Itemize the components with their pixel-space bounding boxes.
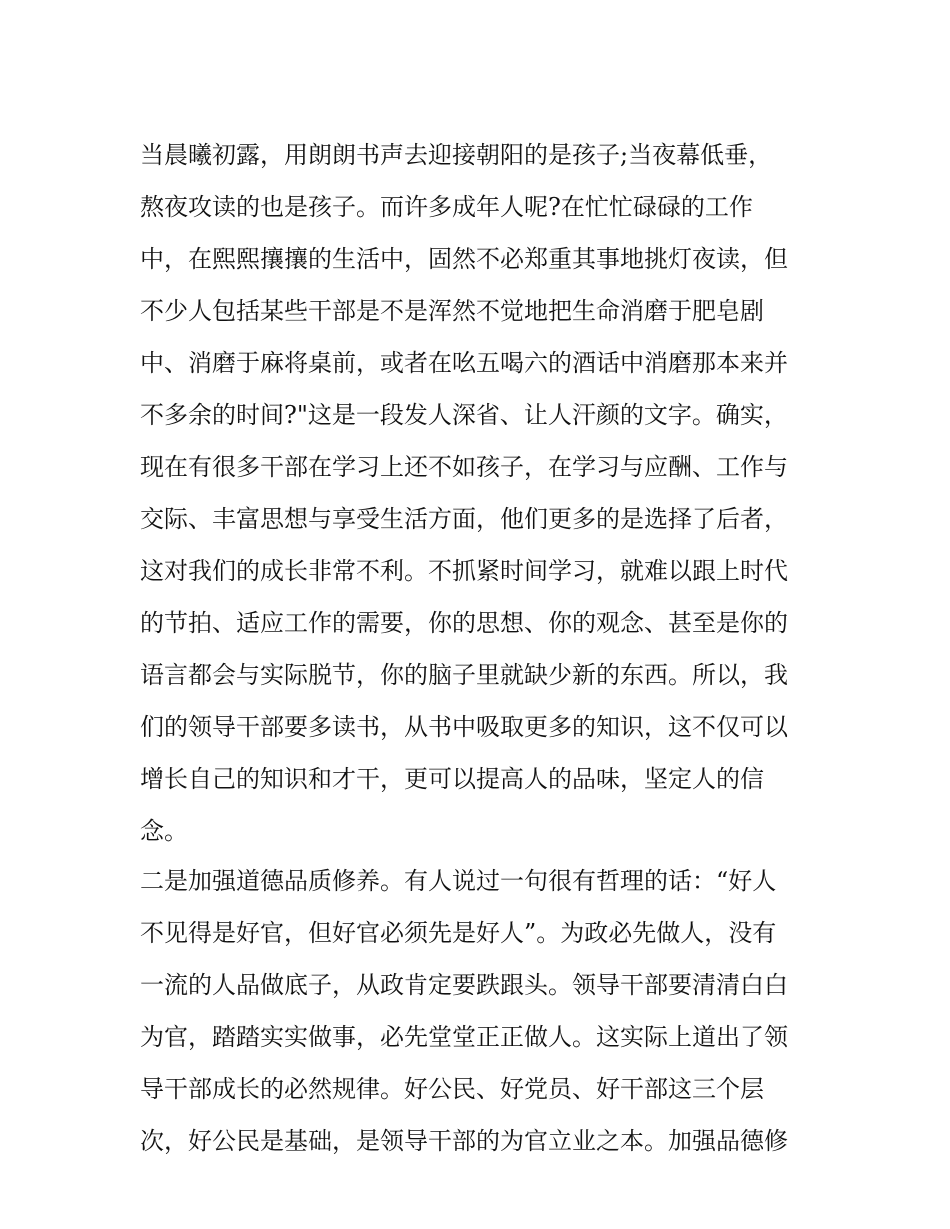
text-line: 导干部成长的必然规律。好公民、好党员、好干部这三个层	[140, 1075, 764, 1103]
text-line: 中，在熙熙攘攘的生活中，固然不必郑重其事地挑灯夜读，但	[140, 245, 788, 273]
text-line: 中、消磨于麻将桌前，或者在吆五喝六的酒话中消磨那本来并	[140, 349, 788, 377]
text-line: 不多余的时间?"这是一段发人深省、让人汗颜的文字。确实，	[140, 401, 788, 429]
text-line: 现在有很多干部在学习上还不如孩子，在学习与应酬、工作与	[140, 453, 788, 481]
text-line: 一流的人品做底子，从政肯定要跌跟头。领导干部要清清白白	[140, 971, 788, 999]
text-line: 念。	[140, 817, 188, 845]
text-line: 当晨曦初露，用朗朗书声去迎接朝阳的是孩子;当夜幕低垂，	[140, 141, 773, 169]
text-line: 们的领导干部要多读书，从书中吸取更多的知识，这不仅可以	[140, 713, 788, 741]
text-line: 交际、丰富思想与享受生活方面，他们更多的是选择了后者，	[140, 505, 788, 533]
text-line: 熬夜攻读的也是孩子。而许多成年人呢?在忙忙碌碌的工作	[140, 193, 753, 221]
text-line: 的节拍、适应工作的需要，你的思想、你的观念、甚至是你的	[140, 609, 788, 637]
text-line: 这对我们的成长非常不利。不抓紧时间学习，就难以跟上时代	[140, 557, 788, 585]
text-line: 不少人包括某些干部是不是浑然不觉地把生命消磨于肥皂剧	[140, 297, 764, 325]
text-line: 为官，踏踏实实做事，必先堂堂正正做人。这实际上道出了领	[140, 1023, 788, 1051]
text-line: 二是加强道德品质修养。有人说过一句很有哲理的话：“好人	[140, 867, 777, 895]
text-line: 次，好公民是基础，是领导干部的为官立业之本。加强品德修	[140, 1127, 788, 1155]
text-line: 增长自己的知识和才干，更可以提高人的品味，坚定人的信	[140, 765, 764, 793]
text-line: 不见得是好官，但好官必须先是好人”。为政必先做人，没有	[140, 919, 777, 947]
text-line: 语言都会与实际脱节，你的脑子里就缺少新的东西。所以，我	[140, 661, 788, 689]
